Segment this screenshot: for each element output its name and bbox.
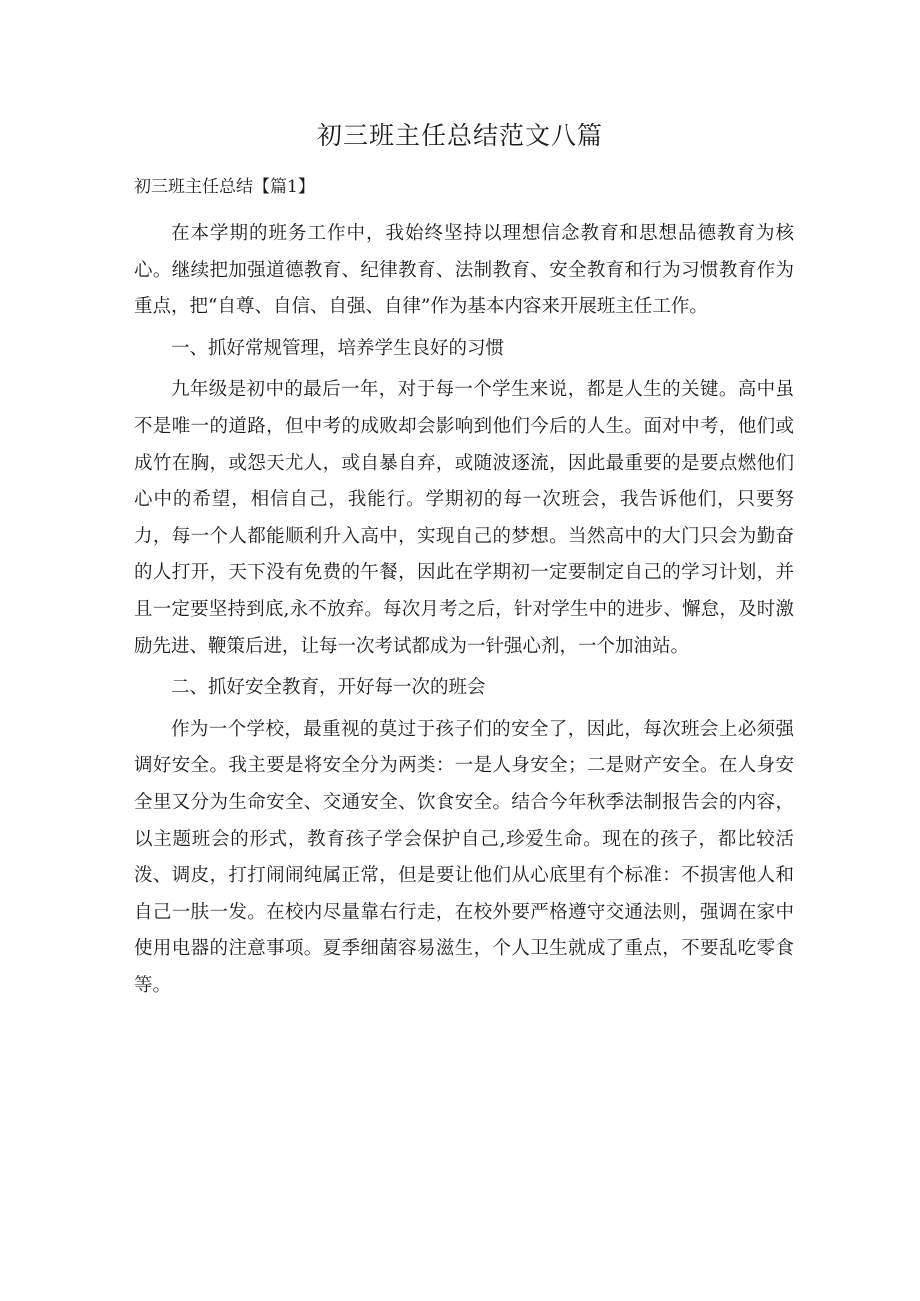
document-title: 初三班主任总结范文八篇 [316, 121, 603, 150]
subheading-safety-education: 二、抓好安全教育，开好每一次的班会 [171, 677, 486, 699]
paragraph-grade-nine: 九年级是初中的最后一年，对于每一个学生来说，都是人生的关键。高中虽不是唯一的道路，但中考的成败却会影响到他们今后的人生。面对中考，他们或成竹在胸，或怨天尤人，或自暴自弃，或随波逐流，因此最重要的是要点燃他们心中的希望，相信自己，我能行。学期初的每一次班会，我告诉他们，只要努力，每一个人都能顺利升入高中，实现自己的梦想。当然高中的大门只会为勤奋的人打开，天下没有免费的午餐，因此在学期初一定要制定自己的学习计划，并且一定要坚持到底,永不放弃。每次月考之后，针对学生中的进步、懈怠，及时激励先进、鞭策后进，让每一次考试都成为一针强心剂，一个加油站。 [134, 379, 794, 657]
intro-paragraph: 在本学期的班务工作中，我始终坚持以理想信念教育和思想品德教育为核心。继续把加强道德教育、纪律教育、法制教育、安全教育和行为习惯教育作为重点，把“自尊、自信、自强、自律”作为基本内容来开展班主任工作。 [134, 223, 794, 318]
paragraph-safety: 作为一个学校，最重视的莫过于孩子们的安全了，因此，每次班会上必须强调好安全。我主要是将安全分为两类：一是人身安全；二是财产安全。在人身安全里又分为生命安全、交通安全、饮食安全。结合今年秋季法制报告会的内容，以主题班会的形式，教育孩子学会保护自己,珍爱生命。现在的孩子，都比较活泼、调皮，打打闹闹纯属正常，但是要让他们从心底里有个标准：不损害他人和自己一肤一发。在校内尽量靠右行走，在校外要严格遵守交通法则，强调在家中使用电器的注意事项。夏季细菌容易滋生，个人卫生就成了重点，不要乱吃零食等。 [134, 718, 794, 996]
section-heading: 初三班主任总结【篇1】 [134, 177, 315, 197]
document-body [134, 216, 794, 1004]
subheading-routine-management: 一、抓好常规管理，培养学生良好的习惯 [171, 337, 505, 359]
